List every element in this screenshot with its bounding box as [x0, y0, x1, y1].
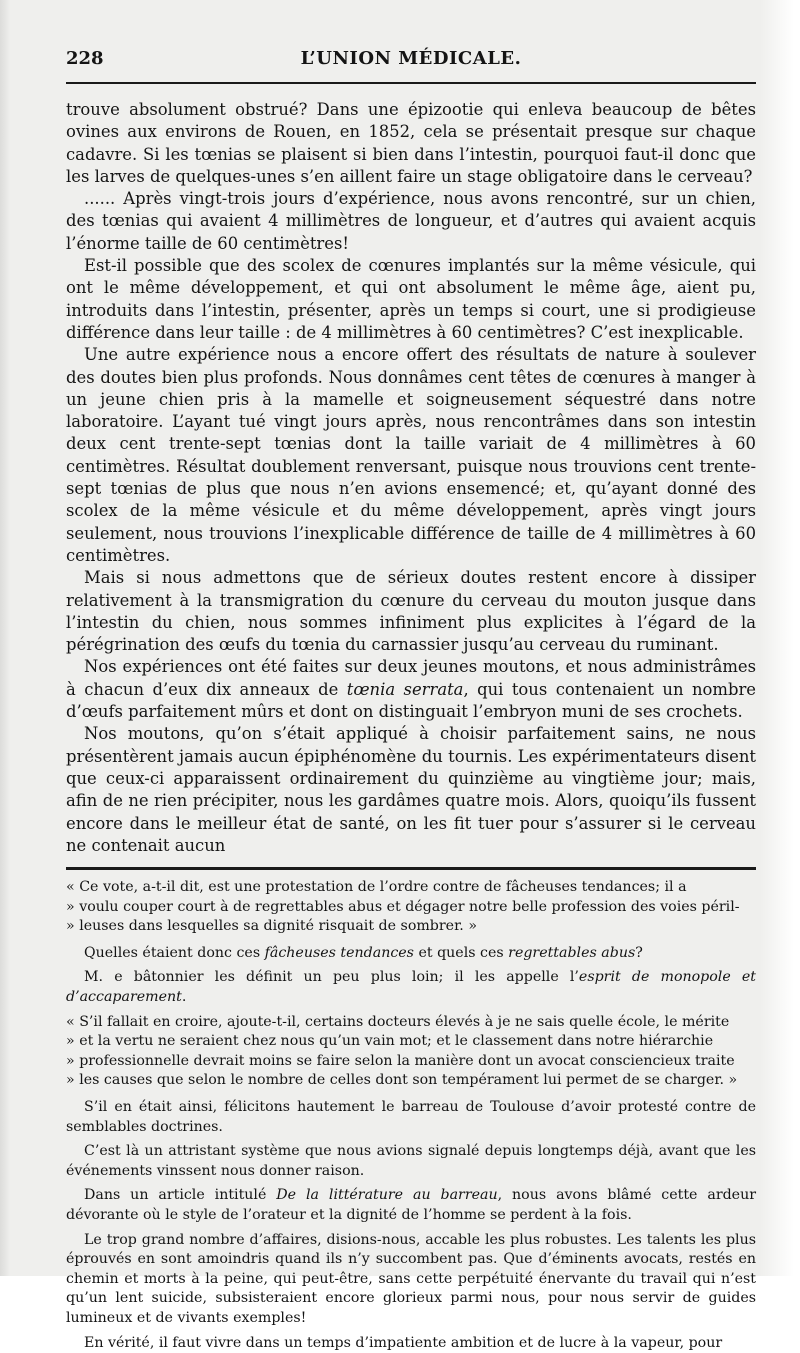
- note-paragraph: [66, 1098, 756, 1137]
- text-run: Est-il possible que des scolex de cœnures implantés sur la même vésicule, qui ont le même développement, et qui ont absolument le même âge, aient pu, introduits dans l’intestin, présenter, après un temps si court, une si prodigieuse différence dans leur taille : de 4 millimètres à 60 centimètres? C’est inexplicable.: [66, 256, 756, 342]
- text-run: S’il en était ainsi, félicitons hautement le barreau de Toulouse d’avoir protesté contre de semblables doctrines.: [66, 1099, 756, 1135]
- text-run: Nos expériences ont été faites sur deux jeunes moutons, et nous administrâmes à chacun d’eux dix anneaux de: [66, 657, 756, 699]
- paragraph: [66, 255, 756, 344]
- text-run: Dans un article intitulé: [84, 1187, 277, 1204]
- note-paragraph: [66, 1231, 756, 1329]
- note-paragraph: [66, 1334, 756, 1353]
- text-run: Nos moutons, qu’on s’était appliqué à choisir parfaitement sains, ne nous présentèrent jamais aucun épiphénomène du tournis. Les expérimentateurs disent que ceux-ci apparaissent ordinairement du quinzième au vingtième jour; mais, afin de ne rien précipiter, nous les gardâmes quatre mois. Alors, quoiqu’ils fussent encore dans le meilleur état de santé, on les fit tuer pour s’assurer si le cerveau ne contenait aucun: [66, 724, 756, 855]
- text-run: , nous avons blâmé cette ardeur dévorante où le style de l’orateur et la dignité de l’homme se perdent à la fois.: [66, 1187, 756, 1223]
- italic-text: tœnia serrata: [346, 679, 464, 699]
- text-run: M. e bâtonnier les définit un peu plus loin; il les appelle l’: [84, 969, 579, 986]
- text-run: .: [181, 989, 187, 1006]
- italic-text: De la littérature au barreau: [276, 1187, 498, 1204]
- page-header: [66, 0, 756, 84]
- text-run: trouve absolument obstrué? Dans une épizootie qui enleva beaucoup de bêtes ovines aux environs de Rouen, en 1852, cela se présentait presque sur chaque cadavre. Si les tœnias se plaisent si bien dans l’intestin, pourquoi faut-il donc que les larves de quelques-unes s’en aillent faire un stage obligatoire dans le cerveau?: [66, 100, 756, 186]
- note-paragraph: [66, 944, 756, 964]
- text-run: ?: [635, 944, 643, 961]
- page-number: 228: [66, 48, 104, 69]
- section-divider: [66, 867, 756, 870]
- quote-line: » voulu couper court à de regrettables abus et dégager notre belle profession des voies péril-: [66, 898, 740, 915]
- text-run: En vérité, il faut vivre dans un temps d’impatiente ambition et de lucre à la vapeur, pour: [84, 1334, 723, 1351]
- journal-title: L’UNION MÉDICALE.: [300, 48, 522, 69]
- quote-line: » professionnelle devrait moins se faire selon la manière dont un avocat consciencieux traite: [66, 1052, 735, 1069]
- note-paragraph: [66, 1186, 756, 1225]
- paragraph: [66, 567, 756, 656]
- text-run: Quelles étaient donc ces: [84, 944, 265, 961]
- paragraph: [66, 188, 756, 255]
- text-run: , qui tous contenaient un nombre d’œufs parfaitement mûrs et dont on distinguait l’embryon muni de ses crochets.: [66, 679, 756, 722]
- text-run: Mais si nous admettons que de sérieux doutes restent encore à dissiper relativement à la transmigration du cœnure du cerveau du mouton jusque dans l’intestin du chien, nous sommes infiniment plus explicites à l’égard de la pérégrination des œufs du tœnia du carnassier jusqu’au cerveau du ruminant.: [66, 568, 756, 655]
- text-run: et quels ces: [413, 944, 509, 961]
- text-run: Une autre expérience nous a encore offert des résultats de nature à soulever des doutes bien plus profonds. Nous donnâmes cent têtes de cœnures à manger à un jeune chien pris à la mamelle et soigneusement séquestré dans notre laboratoire. L’ayant tué vingt jours après, nous rencontrâmes dans son intestin deux cent trente-sept tœnias dont la taille variait de 4 millimètres à 60 centimètres. Résultat doublement renversant, puisque nous trouvions cent trente-sept tœnias de plus que nous n’en avions ensemencé; et, qu’ayant donné des scolex de la même vésicule et du même développement, après vingt jours seulement, nous trouvions l’inexplicable différence de taille de 4 millimètres à 60 centimètres.: [66, 345, 756, 565]
- italic-text: esprit de monopole et d’accaparement: [66, 969, 756, 1006]
- quote-block-vote: [66, 878, 756, 937]
- paragraph: [66, 723, 756, 857]
- main-text: [66, 99, 756, 857]
- footnote-column: [66, 878, 756, 1353]
- italic-text: fâcheuses tendances: [264, 944, 414, 961]
- quote-line: » et la vertu ne seraient chez nous qu’un vain mot; et le classement dans notre hiérarchie: [66, 1033, 714, 1050]
- quote-line: » les causes que selon le nombre de celles dont son tempérament lui permet de se charger. »: [66, 1072, 738, 1089]
- quote-line: » leuses dans lesquelles sa dignité risquait de sombrer. »: [66, 918, 477, 935]
- text-run: Le trop grand nombre d’affaires, disions-nous, accable les plus robustes. Les talents les plus éprouvés en sont amoindris quand ils n’y succombent pas. Que d’éminents avocats, restés en chemin et morts à la peine, qui peut-être, sans cette perpétuité énervante du travail qui n’est qu’un lent suicide, subsisteraient encore glorieux parmi nous, pour nous servir de guides lumineux et de vivants exemples!: [66, 1231, 756, 1326]
- text-run: C’est là un attristant système que nous avions signalé depuis longtemps déjà, avant que les événements vinssent nous donner raison.: [66, 1143, 756, 1179]
- note-paragraph: [66, 968, 756, 1007]
- quote-block-merite: [66, 1013, 756, 1091]
- note-paragraph: [66, 1142, 756, 1181]
- italic-text: regrettables abus: [508, 944, 636, 961]
- paragraph: [66, 656, 756, 723]
- quote-line: « S’il fallait en croire, ajoute-t-il, certains docteurs élevés à je ne sais quelle école, le mérite: [66, 1013, 730, 1030]
- quote-line: « Ce vote, a-t-il dit, est une protestation de l’ordre contre de fâcheuses tendances; il a: [66, 879, 687, 896]
- paragraph: [66, 344, 756, 567]
- text-run: ...... Après vingt-trois jours d’expérience, nous avons rencontré, sur un chien, des tœnias qui avaient 4 millimètres de longueur, et d’autres qui avaient acquis l’énorme taille de 60 centimètres!: [66, 189, 756, 253]
- paragraph: [66, 99, 756, 188]
